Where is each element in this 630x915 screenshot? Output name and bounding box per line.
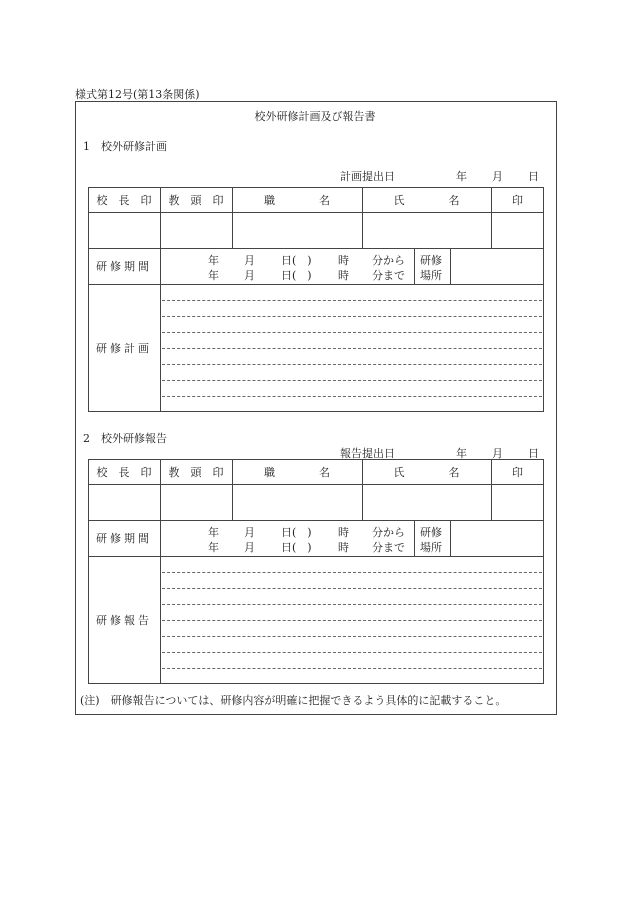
form-number: 様式第12号(第13条関係)	[75, 88, 200, 101]
plan-place-cell[interactable]	[450, 248, 544, 284]
report-place-cell[interactable]	[450, 520, 544, 556]
report-vice-principal-seal-cell[interactable]	[160, 484, 232, 520]
report-position-header: 職 名	[264, 465, 330, 479]
plan-period-label: 研修期間	[96, 260, 152, 273]
report-date-year: 年	[456, 447, 467, 460]
report-place-label-2: 場所	[420, 541, 442, 554]
report-name-cell[interactable]	[362, 484, 491, 520]
report-principal-seal-header: 校 長 印	[96, 465, 152, 479]
plan-seal-cell[interactable]	[491, 212, 544, 248]
plan-seal-header: 印	[512, 193, 523, 207]
report-date-day: 日	[528, 447, 539, 460]
document-title: 校外研修計画及び報告書	[254, 110, 376, 123]
report-principal-seal-cell[interactable]	[88, 484, 160, 520]
plan-vice-principal-seal-cell[interactable]	[160, 212, 232, 248]
report-place-label-1: 研修	[420, 526, 442, 539]
plan-principal-seal-cell[interactable]	[88, 212, 160, 248]
plan-date-month: 月	[492, 170, 503, 183]
report-seal-cell[interactable]	[491, 484, 544, 520]
report-heading: 2 校外研修報告	[83, 432, 167, 445]
plan-vice-principal-seal-header: 教 頭 印	[168, 193, 224, 207]
report-date-label: 報告提出日	[340, 447, 395, 460]
plan-date-year: 年	[456, 170, 467, 183]
plan-name-cell[interactable]	[362, 212, 491, 248]
report-name-header: 氏 名	[393, 465, 460, 479]
plan-name-header: 氏 名	[393, 193, 460, 207]
plan-date-day: 日	[528, 170, 539, 183]
report-content-label: 研修報告	[96, 614, 152, 627]
plan-place-label-2: 場所	[420, 269, 442, 282]
plan-position-header: 職 名	[264, 193, 330, 207]
plan-place-label-1: 研修	[420, 254, 442, 267]
plan-date-label: 計画提出日	[340, 170, 395, 183]
report-period-label: 研修期間	[96, 532, 152, 545]
report-position-cell[interactable]	[232, 484, 362, 520]
note-text: (注) 研修報告については、研修内容が明確に把握できるよう具体的に記載すること。	[80, 694, 507, 707]
plan-content-label: 研修計画	[96, 342, 152, 355]
report-date-month: 月	[492, 447, 503, 460]
plan-heading: 1 校外研修計画	[83, 140, 167, 153]
plan-principal-seal-header: 校 長 印	[96, 193, 152, 207]
report-seal-header: 印	[512, 465, 523, 479]
plan-position-cell[interactable]	[232, 212, 362, 248]
report-vice-principal-seal-header: 教 頭 印	[168, 465, 224, 479]
